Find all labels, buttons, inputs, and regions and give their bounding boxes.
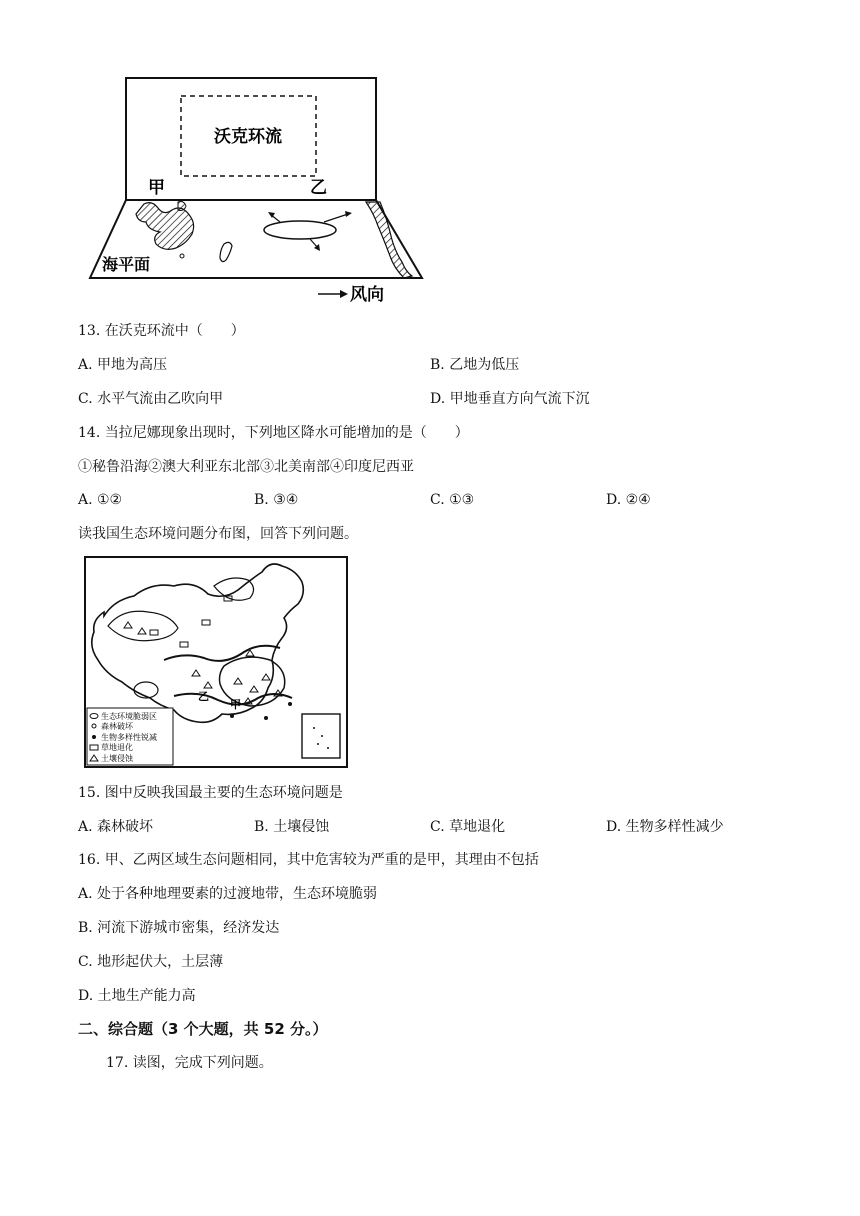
island	[220, 242, 232, 261]
legend-item-fragile: 生态环境脆弱区	[101, 712, 157, 721]
walker-title: 沃克环流	[214, 127, 282, 147]
q15-option-c[interactable]: C. 草地退化	[430, 819, 506, 835]
legend-item-forest: 森林破坏	[101, 722, 133, 731]
label-yi: 乙	[310, 178, 327, 198]
map-label-jia: 甲	[230, 698, 241, 711]
q14-option-d[interactable]: D. ②④	[606, 492, 651, 508]
legend-item-soil: 土壤侵蚀	[101, 754, 133, 763]
q16-option-c[interactable]: C. 地形起伏大，土层薄	[78, 954, 224, 970]
east-landmass	[366, 202, 412, 278]
q16-option-d[interactable]: D. 土地生产能力高	[78, 988, 196, 1004]
q16-option-a[interactable]: A. 处于各种地理要素的过渡地带，生态环境脆弱	[78, 886, 378, 902]
q15-option-d[interactable]: D. 生物多样性减少	[606, 819, 724, 835]
legend-item-biodiversity: 生物多样性锐减	[101, 733, 157, 742]
map-intro: 读我国生态环境问题分布图，回答下列问题。	[78, 526, 358, 542]
arrowhead	[340, 290, 348, 298]
q15-stem: 15. 图中反映我国最主要的生态环境问题是	[78, 785, 343, 801]
legend-item-grassland: 草地退化	[101, 743, 133, 752]
q13-stem: 13. 在沃克环流中（ ）	[78, 323, 245, 339]
q16-option-b[interactable]: B. 河流下游城市密集，经济发达	[78, 920, 280, 936]
arrowhead	[345, 211, 352, 217]
sea-level-label: 海平面	[102, 255, 151, 274]
wind-direction-label: 风向	[350, 285, 384, 305]
q15-option-a[interactable]: A. 森林破坏	[78, 819, 154, 835]
q13-option-c[interactable]: C. 水平气流由乙吹向甲	[78, 391, 224, 407]
q13-option-a[interactable]: A. 甲地为高压	[78, 357, 168, 373]
q16-stem: 16. 甲、乙两区域生态问题相同，其中危害较为严重的是甲，其理由不包括	[78, 852, 539, 868]
walker-circulation-figure	[86, 76, 426, 306]
central-pacific-ellipse	[264, 221, 336, 239]
west-landmass	[136, 203, 194, 250]
island-dot	[180, 254, 184, 258]
label-jia: 甲	[148, 178, 165, 198]
q14-option-b[interactable]: B. ③④	[254, 492, 299, 508]
q17-stem: 17. 读图，完成下列问题。	[106, 1055, 273, 1071]
q14-stem: 14. 当拉尼娜现象出现时，下列地区降水可能增加的是（ ）	[78, 425, 469, 441]
wind-arrow-ne	[324, 214, 348, 222]
q14-option-c[interactable]: C. ①③	[430, 492, 475, 508]
china-eco-map-figure	[84, 556, 348, 768]
q13-option-d[interactable]: D. 甲地垂直方向气流下沉	[430, 391, 590, 407]
q15-option-b[interactable]: B. 土壤侵蚀	[254, 819, 330, 835]
q14-option-a[interactable]: A. ①②	[78, 492, 123, 508]
section-heading: 二、综合题（3 个大题，共 52 分。）	[78, 1020, 328, 1038]
west-island	[178, 202, 186, 211]
q13-option-b[interactable]: B. 乙地为低压	[430, 357, 520, 373]
q14-items: ①秘鲁沿海②澳大利亚东北部③北美南部④印度尼西亚	[78, 459, 414, 475]
map-label-yi: 乙	[198, 690, 209, 703]
